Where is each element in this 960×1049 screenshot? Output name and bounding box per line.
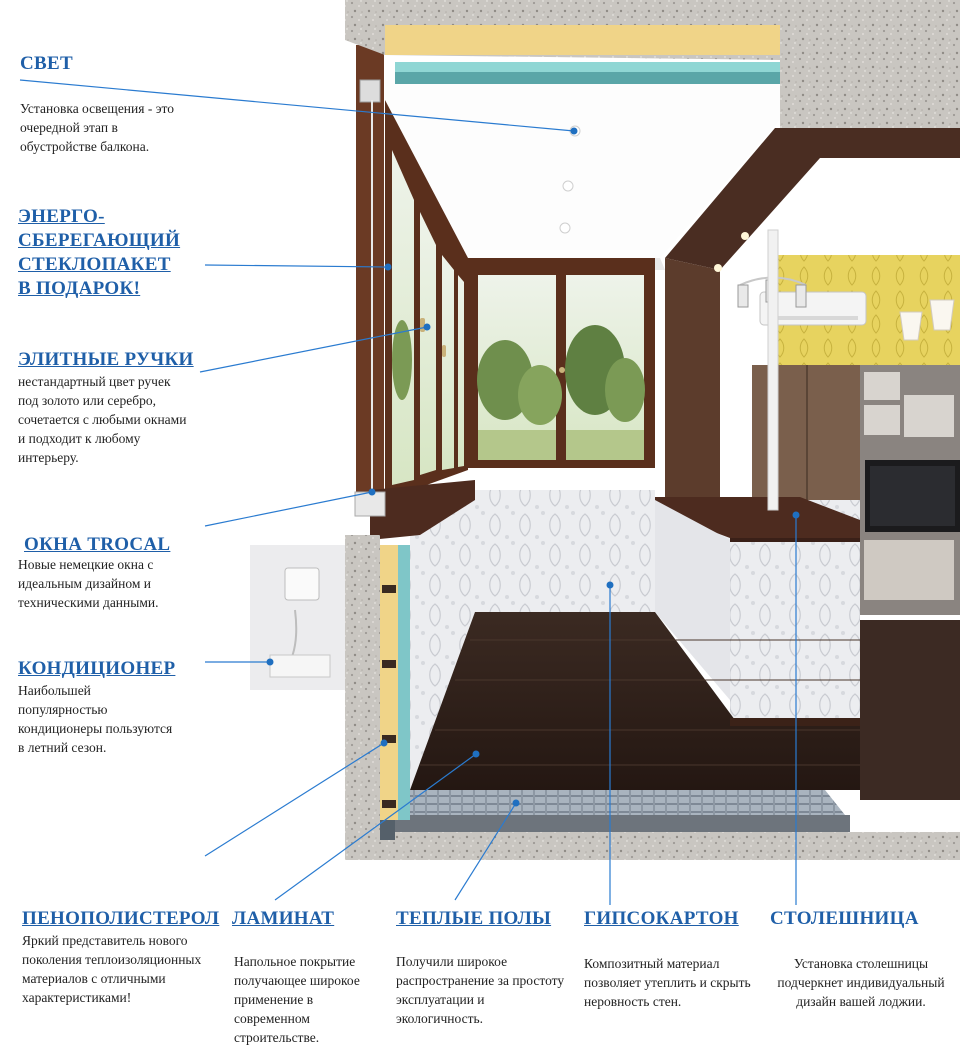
stoleshnica-title: СТОЛЕШНИЦА — [770, 908, 919, 929]
steklopaket-line-1: ЭНЕРГО- — [18, 206, 105, 227]
steklopaket-line-4: В ПОДАРОК! — [18, 278, 141, 299]
steklopaket-line-3: СТЕКЛОПАКЕТ — [18, 254, 171, 275]
laminat-text: Напольное покрытие получающее широкое применение в современном строительстве. — [234, 954, 360, 1045]
okna-text: Новые немецкие окна с идеальным дизайном и техническими данными. — [18, 557, 159, 610]
svet-text: Установка освещения - это очередной этап в обустройстве балкона. — [20, 101, 174, 154]
kondicioner-text: Наибольшей популярностью кондиционеры пользуются в летний сезон. — [18, 683, 173, 755]
kondicioner-title: КОНДИЦИОНЕР — [18, 658, 176, 679]
teplye-poly-text: Получили широкое распространение за простоту эксплуатации и экологичность. — [396, 954, 565, 1026]
ruchki-text: нестандартный цвет ручек под золото или серебро, сочетается с любыми окнами и подходит к любому интерьеру. — [18, 374, 187, 465]
stoleshnica-text: Установка столешницы подчеркнет индивидуальный дизайн вашей лоджии. — [777, 956, 945, 1009]
ruchki-title: ЭЛИТНЫЕ РУЧКИ — [18, 349, 194, 370]
svet-title: СВЕТ — [20, 53, 73, 74]
penopolistirol-text: Яркий представитель нового поколения теплоизоляционных материалов с отличными характеристиками! — [22, 933, 202, 1005]
gipsokarton-text: Композитный материал позволяет утеплить и скрыть неровность стен. — [584, 956, 751, 1009]
okna-title: ОКНА TROCAL — [24, 534, 171, 555]
steklopaket-title — [18, 205, 180, 301]
steklopaket-line-2: СБЕРЕГАЮЩИЙ — [18, 230, 181, 251]
penopolistirol-title: ПЕНОПОЛИСТЕРОЛ — [22, 908, 220, 929]
teplye-poly-title: ТЕПЛЫЕ ПОЛЫ — [396, 908, 552, 929]
gipsokarton-title: ГИПСОКАРТОН — [584, 908, 739, 929]
laminat-title: ЛАМИНАТ — [232, 908, 335, 929]
